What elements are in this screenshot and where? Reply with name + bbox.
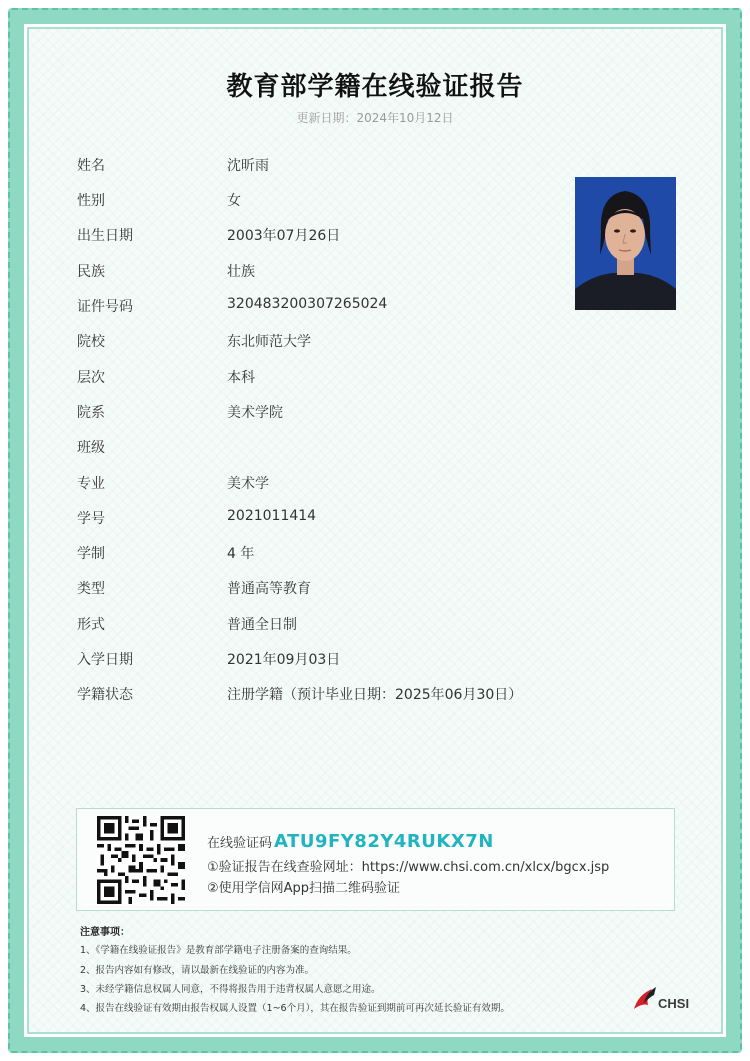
field-value: 美术学: [227, 476, 269, 492]
field-value: 4 年: [227, 546, 255, 562]
verification-panel: [76, 808, 675, 911]
field-value: 2003年07月26日: [227, 228, 341, 244]
field-value: 美术学院: [227, 405, 283, 421]
field-label: 专业: [77, 476, 105, 492]
field-row-form: [77, 614, 637, 634]
note-item: 3、未经学籍信息权属人同意，不得将报告用于违背权属人意愿之用途。: [80, 984, 381, 995]
field-label: 院系: [77, 405, 105, 421]
field-row-level: [77, 367, 637, 387]
field-label: 形式: [77, 617, 105, 633]
field-row-duration: [77, 543, 637, 563]
field-value: 壮族: [227, 264, 255, 280]
verification-code: ATU9FY82Y4RUKX7N: [274, 831, 494, 852]
field-row-type: [77, 578, 637, 598]
field-label: 层次: [77, 370, 105, 386]
field-value: 普通全日制: [227, 617, 297, 633]
field-row-gender: [77, 190, 637, 210]
field-label: 姓名: [77, 158, 105, 174]
field-row-student-id: [77, 508, 637, 528]
field-value: 注册学籍（预计毕业日期：2025年06月30日）: [227, 687, 523, 703]
field-row-school: [77, 331, 637, 351]
field-label: 学制: [77, 546, 105, 562]
field-label: 入学日期: [77, 652, 133, 668]
notes-title: 注意事项：: [80, 927, 130, 938]
student-photo: [575, 177, 676, 310]
field-value: 女: [227, 193, 241, 209]
verify-app-instruction: ②使用学信网App扫描二维码验证: [207, 881, 401, 896]
update-date: 更新日期：2024年10月12日: [296, 111, 454, 125]
verification-code-label: 在线验证码: [207, 836, 273, 851]
field-label: 院校: [77, 334, 105, 350]
field-label: 班级: [77, 440, 105, 456]
note-item: 4、报告在线验证有效期由报告权属人设置（1~6个月），其在报告验证到期前可再次延长验证有效期。: [80, 1003, 510, 1014]
field-label: 类型: [77, 581, 105, 597]
field-row-status: [77, 684, 637, 704]
field-row-birthdate: [77, 225, 637, 245]
field-label: 学号: [77, 511, 105, 527]
field-value: 2021年09月03日: [227, 652, 341, 668]
field-value: 东北师范大学: [227, 334, 311, 350]
field-value: 普通高等教育: [227, 581, 311, 597]
field-label: 证件号码: [77, 299, 133, 315]
field-label: 学籍状态: [77, 687, 133, 703]
field-row-department: [77, 402, 637, 422]
field-value: 320483200307265024: [227, 296, 388, 312]
qr-code: [97, 816, 185, 904]
field-row-class: [77, 437, 637, 457]
field-value: 2021011414: [227, 508, 317, 524]
field-label: 民族: [77, 264, 105, 280]
field-value: 本科: [227, 370, 255, 386]
field-label: 性别: [77, 193, 105, 209]
field-row-ethnicity: [77, 261, 637, 281]
field-row-enroll-date: [77, 649, 637, 669]
verify-url-instruction: ①验证报告在线查验网址：https://www.chsi.com.cn/xlcx/bgcx.jsp: [207, 860, 610, 875]
field-value: 沈昕雨: [227, 158, 269, 174]
field-label: 出生日期: [77, 228, 133, 244]
field-row-name: [77, 155, 637, 175]
verification-code-line: [207, 831, 494, 852]
note-item: 2、报告内容如有修改，请以最新在线验证的内容为准。: [80, 965, 315, 976]
chsi-logo-text: CHSI: [658, 996, 690, 1011]
note-item: 1、《学籍在线验证报告》是教育部学籍电子注册备案的查询结果。: [80, 945, 357, 956]
field-row-major: [77, 473, 637, 493]
field-row-id-number: [77, 296, 637, 316]
page-title: 教育部学籍在线验证报告: [226, 72, 524, 102]
